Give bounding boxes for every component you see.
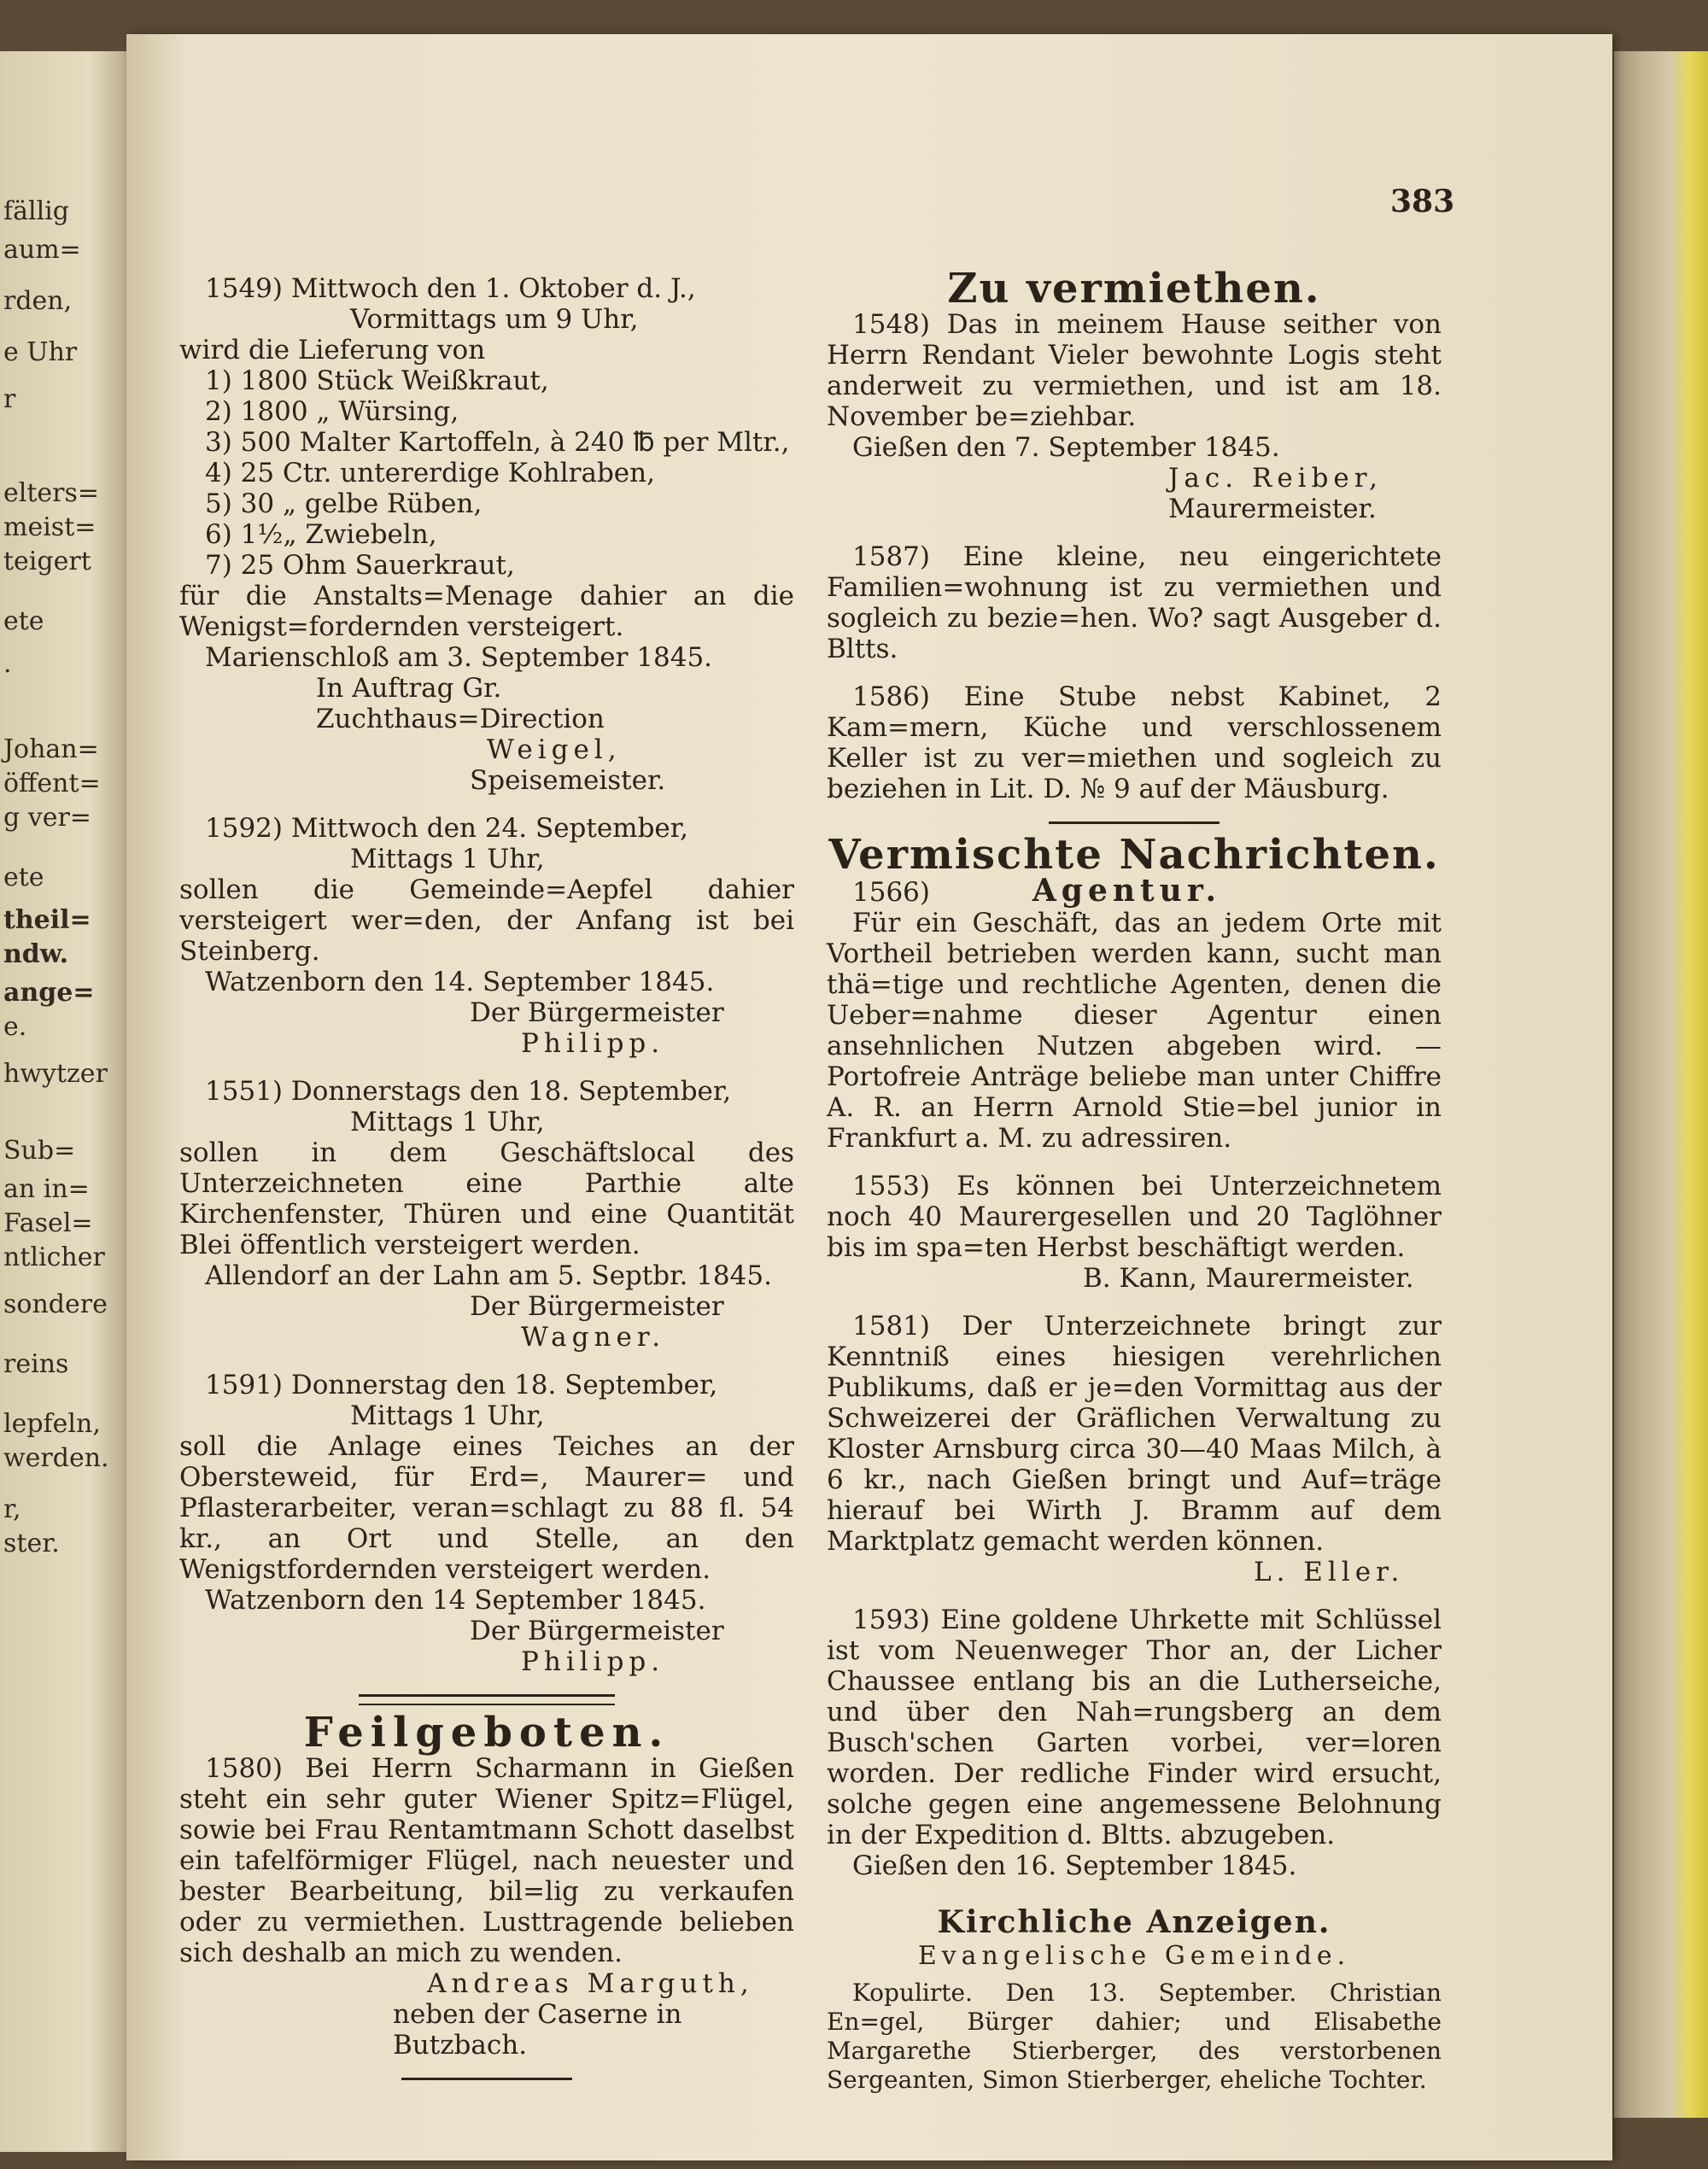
facing-page-text-fragment: ndw.	[3, 939, 69, 969]
facing-page-text-fragment: rden,	[3, 286, 73, 316]
left-column	[179, 273, 794, 2096]
facing-page-text-fragment: ete	[3, 862, 44, 892]
notice-1549-line-3: wird die Lieferung von	[179, 335, 486, 365]
facing-page-text-fragment: ange=	[3, 978, 95, 1008]
list-item: 1) 1800 Stück Weißkraut,	[205, 365, 549, 396]
notice-1587-body: 1587) Eine kleine, neu eingerichtete Familien=wohnung ist zu vermiethen und sogleich zu bezie=hen. Wo? sagt Ausgeber d. Bltts.	[827, 541, 1442, 664]
facing-page-text-fragment: Johan=	[3, 734, 99, 764]
notice-1566-body: Für ein Geschäft, das an jedem Orte mit Vortheil betrieben werden kann, sucht man thä=tige und rechtliche Agenten, denen die Ueber=nahme dieser Agentur einen ansehnlichen Nutzen abgeben wird. — Portofreie Anträge beliebe man unter Chiffre A. R. an Herrn Arnold Stie=bel junior in Frankfurt a. M. zu adressiren.	[827, 908, 1442, 1154]
end-divider	[401, 2078, 572, 2084]
list-item: 6) 1½„ Zwiebeln,	[205, 519, 437, 550]
facing-page-text-fragment: aum=	[3, 235, 81, 265]
notice-1549-signature-1: In Auftrag Gr. Zuchthaus=Direction	[316, 673, 605, 734]
notice-1580-body: 1580) Bei Herrn Scharmann in Gießen steht ein sehr guter Wiener Spitz=Flügel, sowie bei Frau Rentamtmann Schott daselbst ein tafelförmiger Flügel, nach neuester und bester Bearbeitung, bil=lig zu verkaufen oder zu vermiethen. Lusttragende belieben sich deshalb an mich zu wenden.	[179, 1753, 794, 1968]
notice-1549-place-date: Marienschloß am 3. September 1845.	[205, 642, 713, 673]
notice-1553-body: 1553) Es können bei Unterzeichnetem noch 40 Maurergesellen und 20 Taglöhner bis im spa=ten Herbst beschäftigt werden.	[827, 1171, 1442, 1263]
section-divider	[1049, 821, 1220, 827]
notice-1591-body: soll die Anlage eines Teiches an der Obersteweid, für Erd=, Maurer= und Pflasterarbeiter, veran=schlagt zu 88 fl. 54 kr., an Ort und Stelle, an den Wenigstfordernden versteigert werden.	[179, 1431, 794, 1585]
notice-1591	[179, 1370, 794, 1677]
notice-1553	[827, 1171, 1442, 1294]
section-title-vermischte: Vermischte Nachrichten.	[828, 831, 1440, 879]
notice-1591-place-date: Watzenborn den 14 September 1845.	[205, 1585, 706, 1616]
list-item: 4) 25 Ctr. untererdige Kohlraben,	[205, 458, 655, 488]
facing-page-text-fragment: Sub=	[3, 1136, 76, 1166]
notice-kopulirte	[827, 1979, 1442, 2095]
notice-1548-place-date: Gießen den 7. September 1845.	[852, 432, 1280, 463]
notice-1580	[179, 1753, 794, 2061]
notice-1566-title: Agentur.	[1032, 873, 1222, 909]
notice-1580-signature-2: neben der Caserne in Butzbach.	[393, 1999, 682, 2061]
facing-page-text-fragment: sondere	[3, 1289, 108, 1319]
notice-1549-signature-3: Speisemeister.	[470, 765, 666, 796]
facing-page-text-fragment: r	[3, 384, 16, 414]
notice-1592-signature-1: Der Bürgermeister	[470, 997, 724, 1028]
facing-page-text-fragment: ntlicher	[3, 1242, 105, 1272]
notice-1592	[179, 813, 794, 1059]
facing-page-text-fragment: ete	[3, 606, 44, 636]
facing-page-text-fragment: lepfeln,	[3, 1409, 101, 1439]
section-title-feilgeboten: Feilgeboten.	[303, 1709, 670, 1757]
notice-1593	[827, 1605, 1442, 1881]
facing-page-text-fragment: theil=	[3, 905, 91, 935]
page-number: 383	[1390, 184, 1455, 219]
notice-1551	[179, 1076, 794, 1353]
facing-page-text-fragment: reins	[3, 1349, 69, 1379]
notice-1566-head	[827, 875, 1442, 908]
facing-page-text-fragment: meist=	[3, 512, 97, 542]
notice-1566	[827, 875, 1442, 1154]
notice-1551-place-date: Allendorf an der Lahn am 5. Septbr. 1845.	[205, 1260, 772, 1291]
notice-1586-body: 1586) Eine Stube nebst Kabinet, 2 Kam=mern, Küche und verschlossenem Keller ist zu ver=miethen und sogleich zu beziehen in Lit. D. № 9 auf der Mäusburg.	[827, 681, 1442, 804]
notice-1581	[827, 1311, 1442, 1587]
section-subtitle-evangelische: Evangelische Gemeinde.	[917, 1941, 1351, 1971]
facing-page-fragment	[0, 51, 128, 2152]
notice-1549-line-1: 1549) Mittwoch den 1. Oktober d. J.,	[205, 273, 696, 304]
notice-1593-body: 1593) Eine goldene Uhrkette mit Schlüssel ist vom Neuenweger Thor an, der Licher Chaussee entlang bis an die Lutherseiche, und über den Nah=rungsberg an dem Busch'schen Garten vorbei, ver=loren worden. Der redliche Finder wird ersucht, solche gegen eine angemessene Belohnung in der Expedition d. Bltts. abzugeben.	[827, 1605, 1442, 1850]
notice-1548-signature-2: Maurermeister.	[1168, 494, 1377, 524]
page-edges	[1614, 51, 1708, 2118]
notice-1592-place-date: Watzenborn den 14. September 1845.	[205, 967, 715, 997]
notice-1549-body: für die Anstalts=Menage dahier an die Wenigst=fordernden versteigert.	[179, 581, 794, 642]
notice-1591-signature-1: Der Bürgermeister	[470, 1616, 724, 1646]
newspaper-page	[126, 34, 1612, 2160]
notice-1591-signature-2: Philipp.	[521, 1646, 665, 1677]
notice-1548	[827, 309, 1442, 524]
notice-1581-body: 1581) Der Unterzeichnete bringt zur Kenntniß eines hiesigen verehrlichen Publikums, daß er je=den Vormittag aus der Schweizerei der Gräflichen Verwaltung zu Kloster Arnsburg circa 30—40 Maas Milch, à 6 kr., nach Gießen bringt und Auf=träge hierauf bei Wirth J. Bramm auf dem Marktplatz gemacht werden können.	[827, 1311, 1442, 1557]
facing-page-text-fragment: öffent=	[3, 769, 101, 798]
facing-page-text-fragment: fällig	[3, 196, 69, 226]
facing-page-text-fragment: ster.	[3, 1529, 60, 1558]
notice-1551-time: Mittags 1 Uhr,	[350, 1107, 545, 1137]
notice-1591-head: 1591) Donnerstag den 18. September,	[205, 1370, 718, 1400]
facing-page-text-fragment: r,	[3, 1494, 21, 1524]
notice-1551-signature-2: Wagner.	[521, 1322, 666, 1353]
notice-1591-time: Mittags 1 Uhr,	[350, 1400, 545, 1431]
section-title-kirchliche: Kirchliche Anzeigen.	[937, 1904, 1331, 1940]
section-title-vermiethen: Zu vermiethen.	[947, 265, 1321, 313]
facing-page-text-fragment: e.	[3, 1012, 27, 1042]
section-divider	[359, 1694, 615, 1705]
notice-1549	[179, 273, 794, 796]
notice-1566-number: 1566)	[852, 877, 930, 908]
facing-page-text-fragment: werden.	[3, 1443, 109, 1473]
notice-1551-body: sollen in dem Geschäftslocal des Unterzeichneten eine Parthie alte Kirchenfenster, Thüren und eine Quantität Blei öffentlich versteigert werden.	[179, 1137, 794, 1260]
list-item: 3) 500 Malter Kartoffeln, à 240 ℔ per Mltr.,	[205, 427, 790, 458]
facing-page-text-fragment: teigert	[3, 547, 91, 576]
kopulirte-body: Kopulirte. Den 13. September. Christian En=gel, Bürger dahier; und Elisabethe Margarethe Stierberger, des verstorbenen Sergeanten, Simon Stierberger, eheliche Tochter.	[827, 1979, 1442, 2094]
notice-1593-place-date: Gießen den 16. September 1845.	[852, 1850, 1297, 1881]
facing-page-text-fragment: Fasel=	[3, 1208, 93, 1238]
list-item: 2) 1800 „ Würsing,	[205, 396, 459, 427]
notice-1580-signature-1: Andreas Marguth,	[427, 1968, 754, 1999]
notice-1592-time: Mittags 1 Uhr,	[350, 844, 545, 874]
notice-1553-signature: B. Kann, Maurermeister.	[1083, 1263, 1414, 1294]
list-item: 5) 30 „ gelbe Rüben,	[205, 488, 483, 519]
notice-1581-signature: L. Eller.	[1254, 1557, 1405, 1587]
notice-1548-signature-1: Jac. Reiber,	[1168, 463, 1383, 494]
facing-page-text-fragment: elters=	[3, 478, 100, 508]
notice-1548-body: 1548) Das in meinem Hause seither von Herrn Rendant Vieler bewohnte Logis steht anderweit zu vermiethen, und ist am 18. November be=ziehbar.	[827, 309, 1442, 432]
right-column	[827, 265, 1442, 2112]
notice-1549-signature-2: Weigel,	[487, 734, 622, 765]
list-item: 7) 25 Ohm Sauerkraut,	[205, 550, 515, 581]
facing-page-text-fragment: .	[3, 649, 12, 679]
notice-1551-signature-1: Der Bürgermeister	[470, 1291, 724, 1322]
notice-1592-body: sollen die Gemeinde=Aepfel dahier versteigert wer=den, der Anfang ist bei Steinberg.	[179, 874, 794, 967]
notice-1592-signature-2: Philipp.	[521, 1028, 665, 1059]
notice-1586	[827, 681, 1442, 804]
notice-1587	[827, 541, 1442, 664]
notice-1592-head: 1592) Mittwoch den 24. September,	[205, 813, 689, 844]
facing-page-text-fragment: e Uhr	[3, 337, 78, 367]
facing-page-text-fragment: hwytzer	[3, 1059, 108, 1089]
facing-page-text-fragment: g ver=	[3, 803, 91, 833]
notice-1549-line-2: Vormittags um 9 Uhr,	[350, 304, 639, 335]
facing-page-text-fragment: an in=	[3, 1174, 90, 1204]
notice-1551-head: 1551) Donnerstags den 18. September,	[205, 1076, 732, 1107]
